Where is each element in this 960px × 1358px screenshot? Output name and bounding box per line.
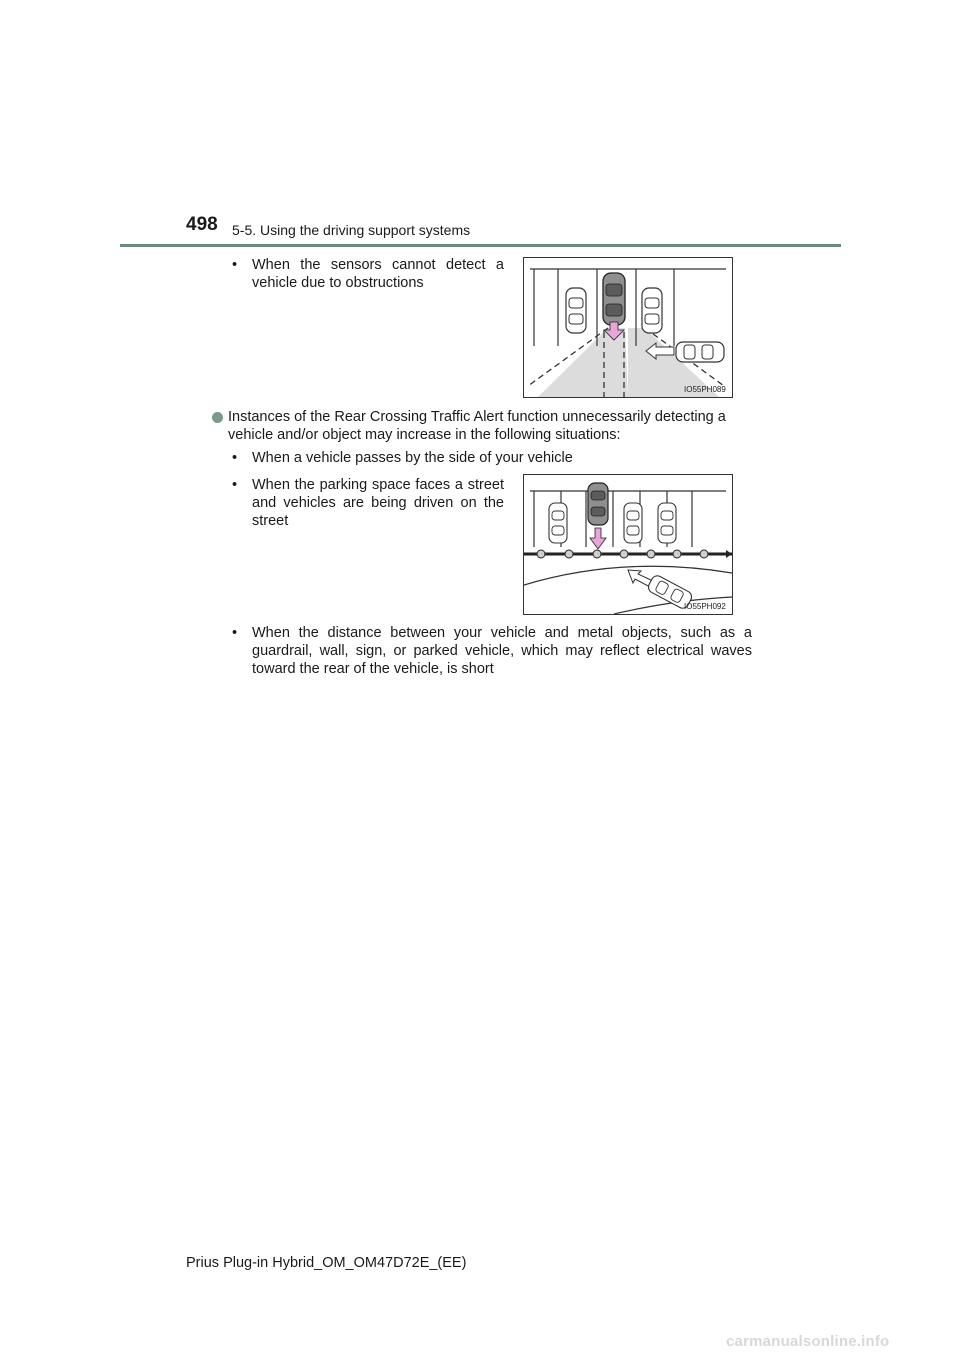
header-rule (120, 244, 841, 247)
parked-car-right (642, 288, 662, 333)
bullet-dot: • (232, 477, 238, 493)
figure-parking-street-label: IO55PH092 (684, 602, 726, 611)
own-vehicle (603, 273, 625, 325)
figure-parking-street-illustration (524, 475, 732, 614)
bullet-dot: • (232, 257, 238, 273)
parked-car-left (566, 288, 586, 333)
approaching-vehicle (676, 342, 724, 362)
reverse-arrow (590, 528, 606, 549)
main-bullet-instances (212, 408, 752, 444)
bullet-parking-street-text: When the parking space faces a street and vehicles are being driven on the street (252, 477, 504, 529)
bullet-metal-objects (232, 624, 752, 678)
bullet-obstructions (232, 256, 504, 292)
bullet-metal-objects-text: When the distance between your vehicle and metal objects, such as a guardrail, wall, sign, or parked vehicle, which may reflect electrical waves toward the rear of the vehicle, is short (252, 625, 752, 677)
figure-parking-street (523, 474, 733, 615)
main-bullet-mark (212, 412, 223, 423)
section-title: 5-5. Using the driving support systems (232, 222, 471, 238)
bullet-dot: • (232, 625, 238, 641)
own-vehicle (588, 483, 608, 525)
figure-obstructions-illustration (524, 258, 732, 397)
bullet-passes-text: When a vehicle passes by the side of your vehicle (252, 450, 573, 466)
page-number: 498 (186, 214, 218, 235)
bullet-passes (232, 449, 752, 467)
main-bullet-instances-text: Instances of the Rear Crossing Traffic Alert function unnecessarily detecting a vehicle and/or object may increase in the following situations: (228, 409, 726, 443)
bullet-obstructions-text: When the sensors cannot detect a vehicle due to obstructions (252, 257, 504, 291)
figure-obstructions (523, 257, 733, 398)
bullet-dot: • (232, 450, 238, 466)
bullet-parking-street (232, 476, 504, 530)
footer-doc-id: Prius Plug-in Hybrid_OM_OM47D72E_(EE) (186, 1255, 467, 1271)
watermark: carmanualsonline.info (726, 1333, 890, 1350)
figure-obstructions-label: IO55PH089 (684, 385, 726, 394)
